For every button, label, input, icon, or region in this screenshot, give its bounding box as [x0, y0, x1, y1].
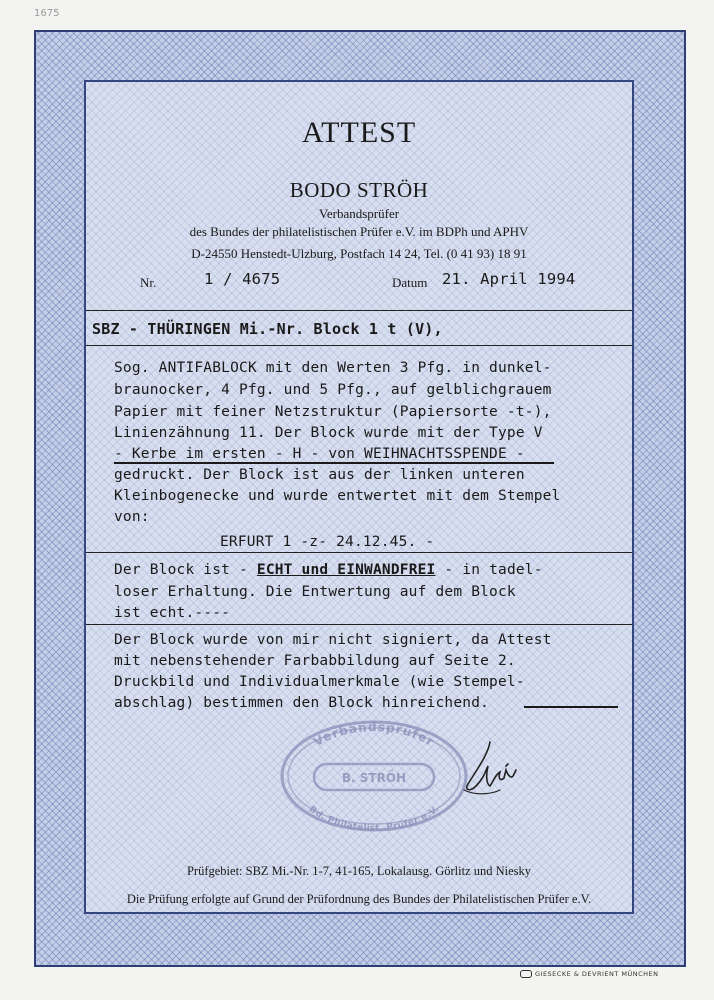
verdict-genuine: ECHT und EINWANDFREI	[256, 562, 436, 578]
printer-name: GIESECKE & DEVRIENT MÜNCHEN	[535, 970, 659, 978]
verdict-prefix: Der Block ist -	[114, 562, 257, 578]
description-line: Papier mit feiner Netzstruktur (Papiersorte -t-),	[114, 404, 552, 420]
certificate-number: 1 / 4675	[204, 270, 281, 288]
verdict-line: loser Erhaltung. Die Entwertung auf dem Block	[114, 584, 516, 600]
closing-line	[524, 706, 618, 708]
certificate-date: 21. April 1994	[442, 270, 576, 288]
description-line: Kleinbogenecke und wurde entwertet mit dem Stempel	[114, 488, 561, 504]
examiner-association: des Bundes der philatelistischen Prüfer e.V. im BDPh und APHV	[189, 224, 529, 239]
subject-divider	[86, 345, 632, 346]
printer-logo-icon	[520, 970, 532, 978]
svg-text:Verbandsprüfer	[311, 720, 437, 749]
examiner-name: BODO STRÖH	[289, 178, 429, 202]
examiner-seal-stamp	[274, 716, 474, 836]
description-line: gedruckt. Der Block ist aus der linken unteren	[114, 467, 525, 483]
postmark-divider	[86, 552, 632, 553]
note-line: Der Block wurde von mir nicht signiert, da Attest	[114, 632, 552, 648]
seal-center-text: B. STRÖH	[341, 771, 407, 785]
verdict-line	[114, 562, 543, 578]
examiner-role: Verbandsprüfer	[318, 206, 400, 221]
stamp-subject: SBZ - THÜRINGEN Mi.-Nr. Block 1 t (V),	[92, 320, 443, 338]
note-line: mit nebenstehender Farbabbildung auf Seite 2.	[114, 653, 516, 669]
postmark-text: ERFURT 1 -z- 24.12.45. -	[220, 534, 435, 550]
description-line: - Kerbe im ersten - H - von WEIHNACHTSSPENDE -	[114, 446, 525, 462]
handwritten-signature	[456, 740, 536, 800]
seal-top-text: Verbandsprüfer	[311, 719, 438, 750]
date-label: Datum	[392, 275, 428, 290]
verdict-line: ist echt.----	[114, 605, 231, 621]
certificate-title: ATTEST	[301, 116, 417, 149]
svg-text:Bd. Philatelist. Prüfer e.V.	[307, 804, 441, 833]
verdict-divider	[86, 624, 632, 625]
note-line: abschlag) bestimmen den Block hinreichend.	[114, 695, 490, 711]
examination-scope: Prüfgebiet: SBZ Mi.-Nr. 1-7, 41-165, Lokalausg. Görlitz und Niesky	[186, 864, 532, 878]
description-line: Sog. ANTIFABLOCK mit den Werten 3 Pfg. in dunkel-	[114, 360, 552, 376]
examination-regulation-note: Die Prüfung erfolgte auf Grund der Prüfordnung des Bundes der Philatelistischen Prüfer e.V.	[126, 892, 592, 906]
type-underline	[114, 462, 554, 464]
certificate-number-label: Nr.	[140, 275, 157, 290]
verdict-suffix: - in tadel-	[435, 562, 543, 578]
printer-imprint	[520, 970, 659, 978]
header-divider	[86, 310, 632, 311]
description-line: braunocker, 4 Pfg. und 5 Pfg., auf gelblichgrauem	[114, 382, 552, 398]
description-line: Linienzähnung 11. Der Block wurde mit der Type V	[114, 425, 543, 441]
pencil-reference-note: 1675	[34, 8, 60, 19]
seal-bottom-text: Bd. Philatelist. Prüfer e.V.	[306, 804, 442, 834]
examiner-address: D-24550 Henstedt-Ulzburg, Postfach 14 24, Tel. (0 41 93) 18 91	[191, 246, 527, 261]
note-line: Druckbild und Individualmerkmale (wie Stempel-	[114, 674, 525, 690]
description-line: von:	[114, 509, 150, 525]
